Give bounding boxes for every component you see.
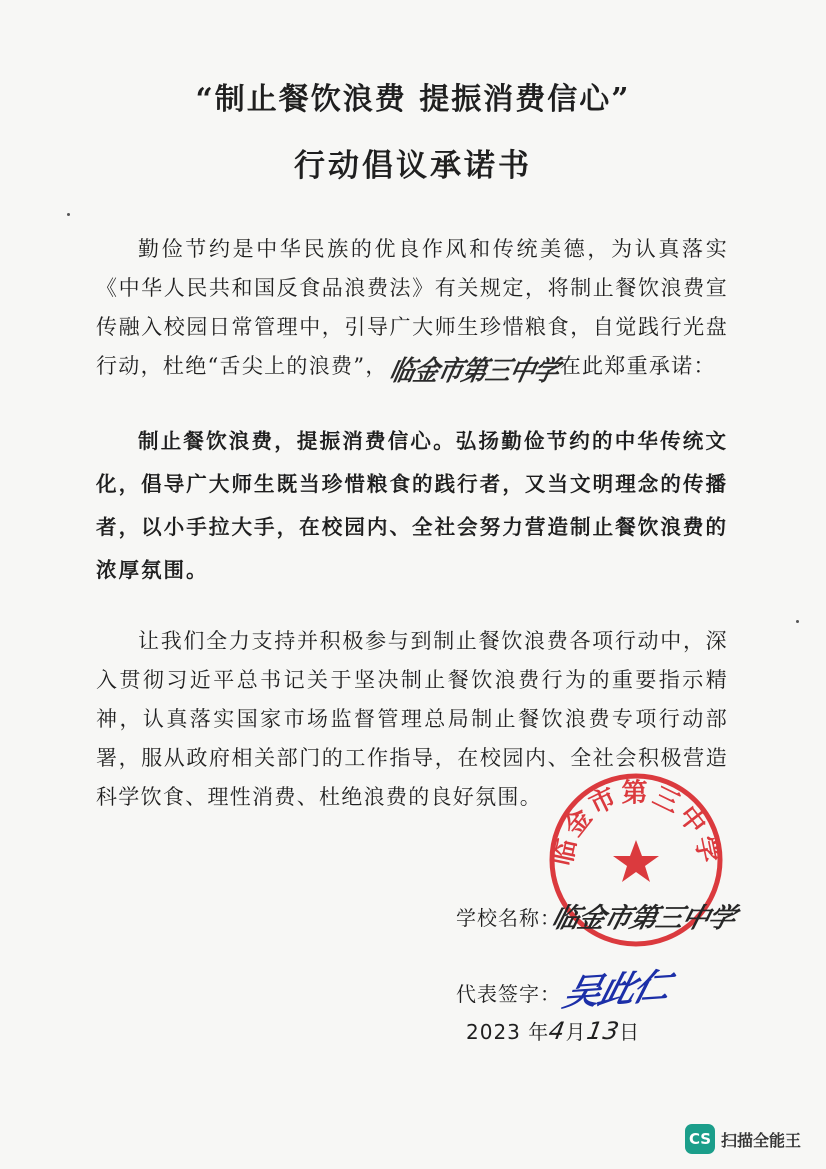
date-month: 4 [546, 1017, 569, 1045]
paragraph-intro [96, 230, 728, 390]
paragraph-intro-text: 勤俭节约是中华民族的优良作风和传统美德，为认真落实《中华人民共和国反食品浪费法》有关规定，将制止餐饮浪费宣传融入校园日常管理中，引导广大师生珍惜粮食，自觉践行光盘行动，杜绝“舌尖上的浪费”， [96, 237, 728, 378]
camscanner-text: 扫描全能王 [721, 1130, 802, 1150]
date-day-unit: 日 [619, 1020, 641, 1044]
paragraph-call-to-action: 让我们全力支持并积极参与到制止餐饮浪费各项行动中，深入贯彻习近平总书记关于坚决制止餐饮浪费行为的重要指示精神，认真落实国家市场监督管理总局制止餐饮浪费专项行动部署，服从政府相关部门的工作指导，在校园内、全社会积极营造科学饮食、理性消费、杜绝浪费的良好氛围。 [96, 629, 728, 809]
handwritten-signature: 吴此仁 [558, 966, 674, 1015]
school-name-label: 学校名称： [456, 906, 561, 930]
document-title-line1: “制止餐饮浪费 提振消费信心” [195, 82, 631, 117]
representative-signature-label: 代表签字： [456, 982, 561, 1006]
handwritten-school-name-inline: 临金市第三中学 [386, 354, 562, 387]
seal-text: 临金市第三中学 [547, 778, 725, 869]
date-year-unit: 年 [528, 1020, 550, 1044]
signing-date [466, 1016, 640, 1045]
camscanner-watermark [685, 1122, 815, 1156]
paragraph-intro-tail: 在此郑重承诺： [559, 354, 716, 378]
handwritten-school-name: 临金市第三中学 [548, 903, 739, 934]
document-title-line2: 行动倡议承诺书 [294, 148, 532, 184]
camscanner-logo-icon: CS [685, 1124, 715, 1154]
scan-speck [67, 213, 70, 216]
paragraph-commitment: 制止餐饮浪费，提振消费信心。弘扬勤俭节约的中华传统文化，倡导广大师生既当珍惜粮食的践行者，又当文明理念的传播者，以小手拉大手，在校园内、全社会努力营造制止餐饮浪费的浓厚氛围。 [96, 429, 728, 582]
date-day: 13 [584, 1017, 622, 1045]
date-year: 2023 [466, 1020, 521, 1044]
date-month-unit: 月 [565, 1020, 587, 1044]
scan-speck [796, 620, 799, 623]
